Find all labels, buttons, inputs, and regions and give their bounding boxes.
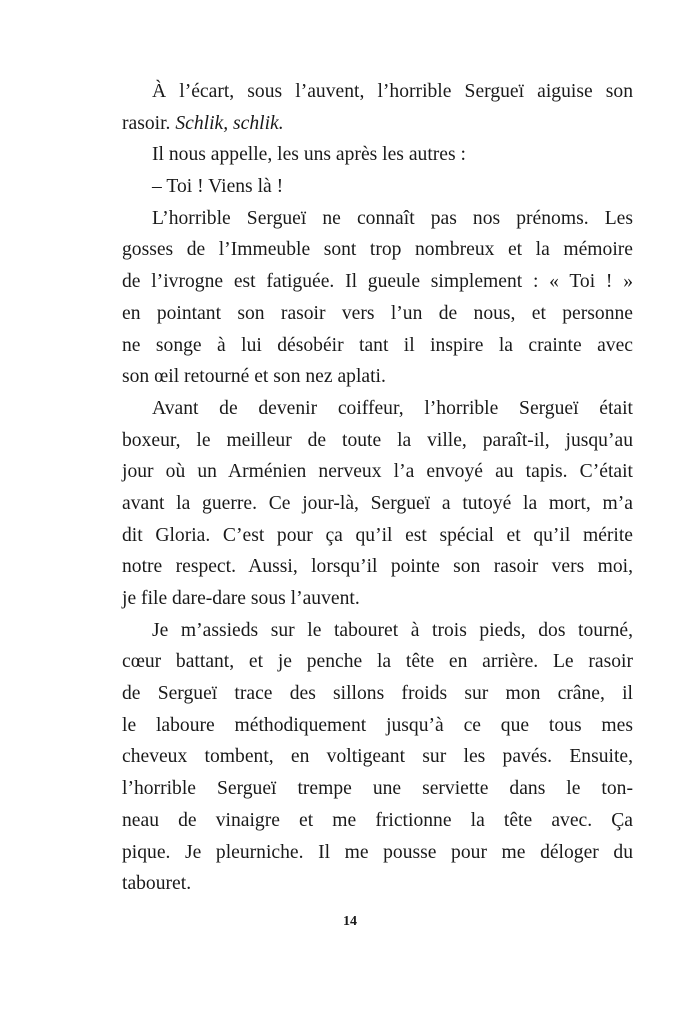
text-line: de Sergueï trace des sillons froids sur mon crâne, il: [122, 683, 633, 705]
page-number: 14: [343, 914, 357, 929]
text-line: en pointant son rasoir vers l’un de nous, et personne: [122, 302, 633, 324]
text-line: tabouret.: [122, 873, 192, 895]
text-line: neau de vinaigre et me frictionne la tête avec. Ça: [122, 809, 633, 831]
text-line: l’horrible Sergueï trempe une serviette dans le ton-: [122, 778, 633, 800]
text-line: À l’écart, sous l’auvent, l’horrible Sergueï aiguise son: [152, 81, 633, 102]
text-line: notre respect. Aussi, lorsqu’il pointe son rasoir vers moi,: [122, 556, 633, 578]
text-line: son œil retourné et son nez aplati.: [122, 366, 386, 388]
text-line: dit Gloria. C’est pour ça qu’il est spécial et qu’il mérite: [122, 524, 633, 546]
text-line: le laboure méthodiquement jusqu’à ce que tous mes: [122, 714, 633, 736]
text-line: ne songe à lui désobéir tant il inspire la crainte avec: [122, 334, 633, 356]
text-line: boxeur, le meilleur de toute la ville, paraît-il, jusqu’au: [122, 429, 633, 451]
italic-onomatopoeia: Schlik, schlik.: [175, 112, 284, 134]
text-line: pique. Je pleurniche. Il me pousse pour me déloger du: [122, 841, 633, 863]
text-line: Avant de devenir coiffeur, l’horrible Sergueï était: [152, 397, 633, 419]
text-line: Je m’assieds sur le tabouret à trois pieds, dos tourné,: [152, 619, 633, 641]
text-line: je file dare-dare sous l’auvent.: [122, 588, 360, 609]
text-fragment: rasoir.: [122, 112, 171, 134]
text-line: de l’ivrogne est fatiguée. Il gueule simplement : « Toi ! »: [122, 271, 633, 293]
text-line: [122, 108, 633, 140]
text-line: Il nous appelle, les uns après les autres :: [152, 144, 466, 166]
text-line: cœur battant, et je penche la tête en arrière. Le rasoir: [122, 651, 633, 673]
text-line: gosses de l’Immeuble sont trop nombreux et la mémoire: [122, 239, 633, 261]
text-line: jour où un Arménien nerveux l’a envoyé au tapis. C’était: [122, 461, 633, 483]
text-line: cheveux tombent, en voltigeant sur les pavés. Ensuite,: [122, 746, 633, 768]
text-line: avant la guerre. Ce jour-là, Sergueï a tutoyé la mort, m’a: [122, 492, 633, 514]
book-page-text: [122, 76, 633, 900]
dialogue-line: – Toi ! Viens là !: [152, 176, 284, 198]
text-line: L’horrible Sergueï ne connaît pas nos prénoms. Les: [152, 207, 633, 229]
